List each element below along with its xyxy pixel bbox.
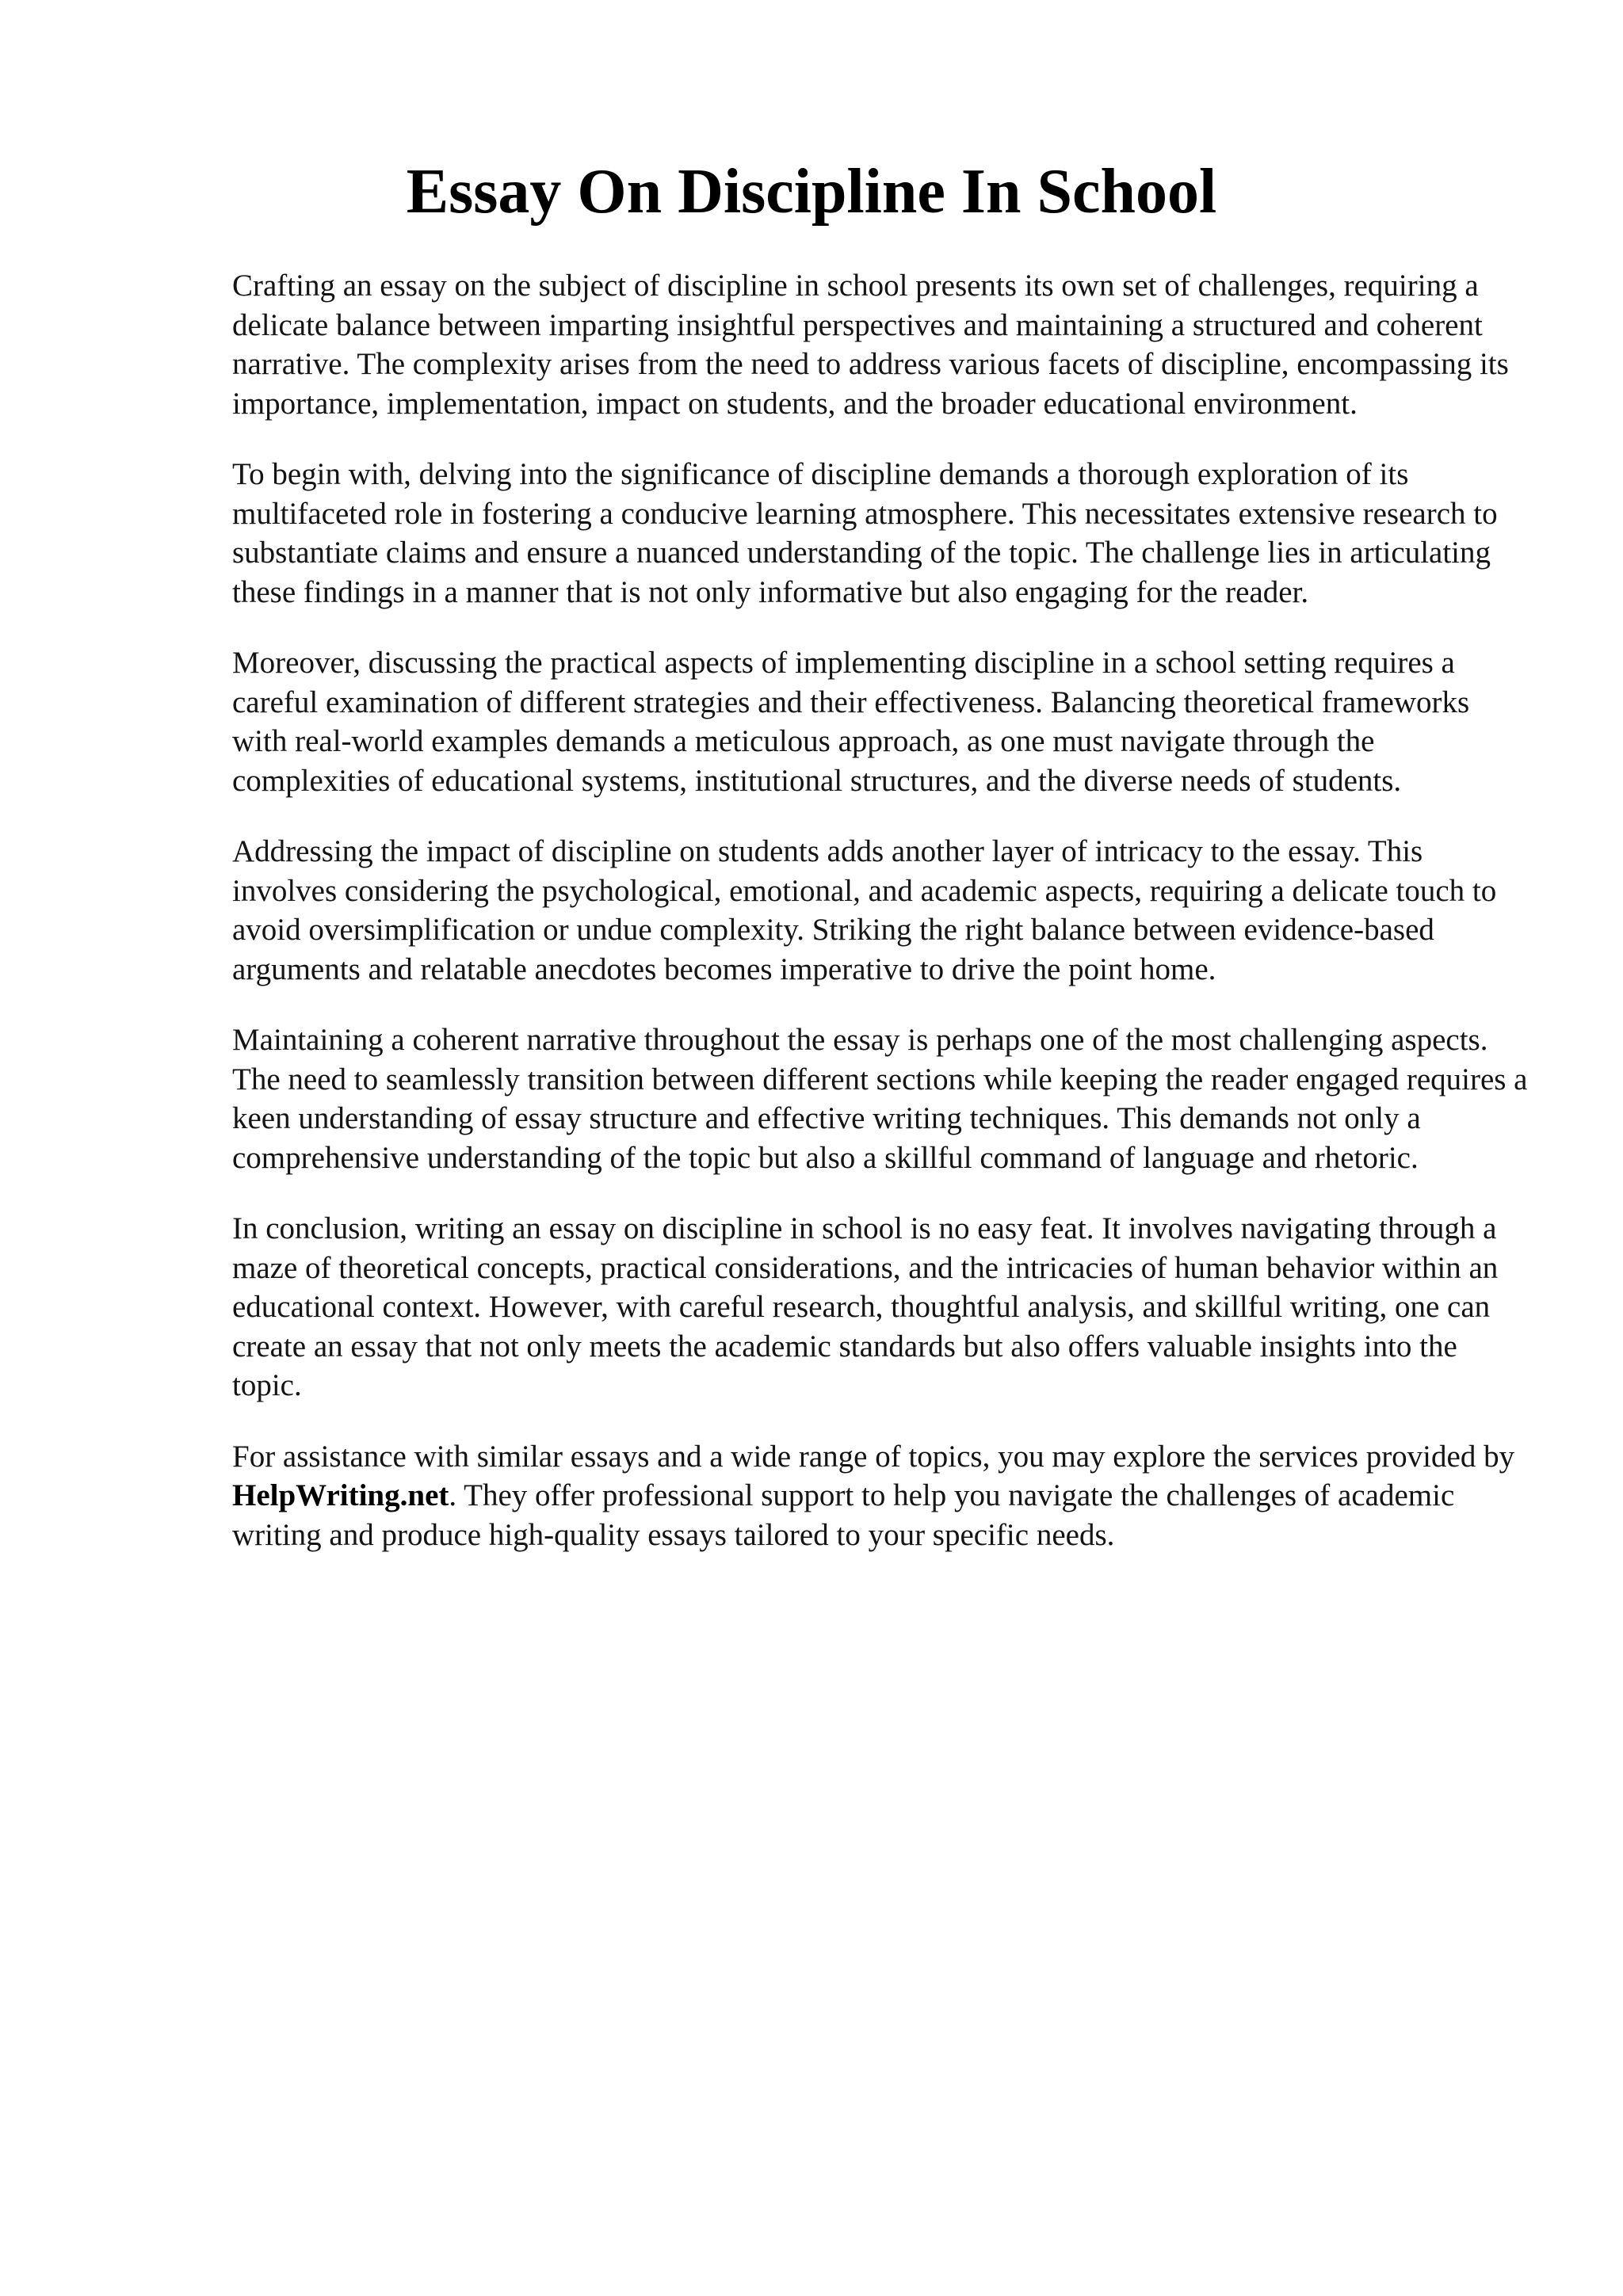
paragraph-impact: Addressing the impact of discipline on students adds another layer of intricacy to the essay. This involves considering the psychological, emotional, and academic aspects, requiring a delicate touch to avoid oversimplification or undue complexity. Striking the right balance between evidence-based arguments and relatable anecdotes becomes imperative to drive the point home. <box>232 834 1497 986</box>
closing-text-before-link: For assistance with similar essays and a wide range of topics, you may explore the services provided by <box>232 1439 1515 1474</box>
closing-text-after-link: . They offer professional support to help you navigate the challenges of academic writing and produce high-quality essays tailored to your specific needs. <box>232 1478 1455 1552</box>
paragraph-implementation: Moreover, discussing the practical aspects of implementing discipline in a school setting requires a careful examination of different strategies and their effectiveness. Balancing theoretical frameworks with real-world examples demands a meticulous approach, as one must navigate through the complexities of educational systems, institutional structures, and the diverse needs of students. <box>232 646 1470 798</box>
paragraph-narrative: Maintaining a coherent narrative throughout the essay is perhaps one of the most challenging aspects. The need to seamlessly transition between different sections while keeping the reader engaged requires a keen understanding of essay structure and effective writing techniques. This demands not only a comprehensive understanding of the topic but also a skillful command of language and rhetoric. <box>232 1023 1528 1175</box>
paragraph-closing <box>232 1437 1532 1555</box>
paragraph-significance: To begin with, delving into the significance of discipline demands a thorough exploration of its multifaceted role in fostering a conducive learning atmosphere. This necessitates extensive research to substantiate claims and ensure a nuanced understanding of the topic. The challenge lies in articulating these findings in a manner that is not only informative but also engaging for the reader. <box>232 457 1498 609</box>
essay-body <box>232 266 1532 1586</box>
paragraph-intro: Crafting an essay on the subject of discipline in school presents its own set of challenges, requiring a delicate balance between imparting insightful perspectives and maintaining a structured and coherent narrative. The complexity arises from the need to address various facets of discipline, encompassing its importance, implementation, impact on students, and the broader educational environment. <box>232 269 1509 421</box>
page-title: Essay On Discipline In School <box>406 157 1217 227</box>
paragraph-conclusion: In conclusion, writing an essay on discipline in school is no easy feat. It involves navigating through a maze of theoretical concepts, practical considerations, and the intricacies of human behavior within an educational context. However, with careful research, thoughtful analysis, and skillful writing, one can create an essay that not only meets the academic standards but also offers valuable insights into the topic. <box>232 1211 1499 1402</box>
helpwriting-link[interactable]: HelpWriting.net <box>232 1478 449 1512</box>
